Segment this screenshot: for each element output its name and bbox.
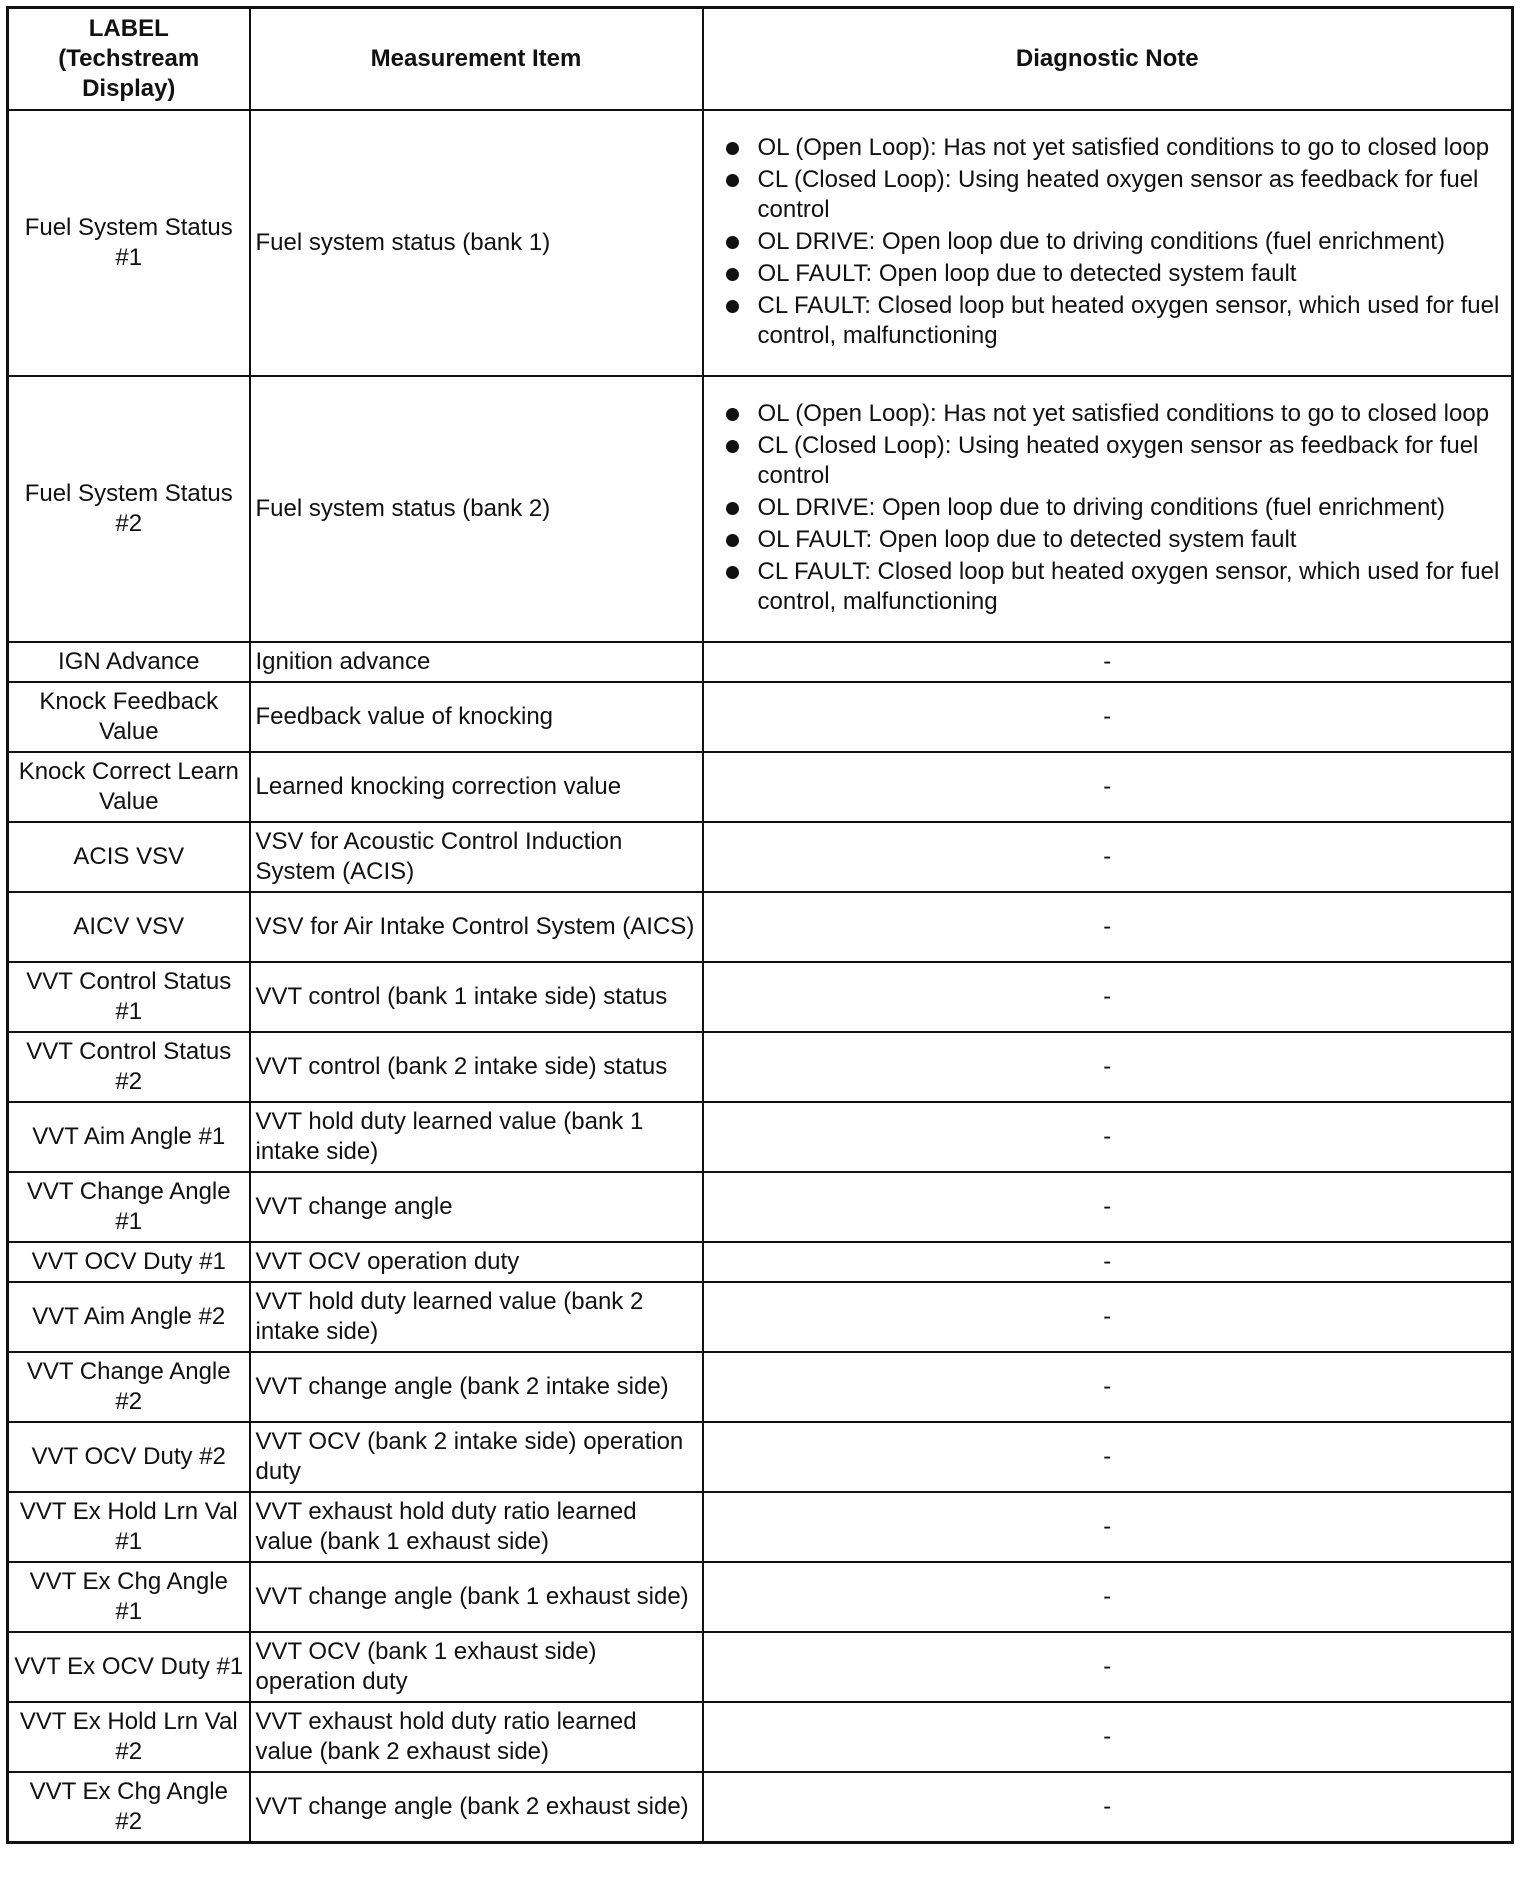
row-label: VVT OCV Duty #2: [8, 1422, 250, 1492]
row-diagnostic-note: [703, 110, 1513, 376]
table-row: [8, 1562, 1513, 1632]
table-row: [8, 376, 1513, 642]
bullet-icon: [726, 236, 739, 249]
row-measurement-item: VVT change angle (bank 2 exhaust side): [250, 1772, 703, 1843]
row-diagnostic-note: -: [703, 752, 1513, 822]
row-label: VVT Ex Hold Lrn Val #2: [8, 1702, 250, 1772]
row-label: VVT OCV Duty #1: [8, 1242, 250, 1282]
bullet-icon: [726, 300, 739, 313]
row-diagnostic-note: -: [703, 1632, 1513, 1702]
row-measurement-item: VVT control (bank 2 intake side) status: [250, 1032, 703, 1102]
note-text: OL FAULT: Open loop due to detected system fault: [757, 526, 1297, 553]
table-row: [8, 962, 1513, 1032]
note-bullet-list: [724, 133, 1506, 351]
note-text: CL FAULT: Closed loop but heated oxygen sensor, which used for fuel control, malfunctioning: [757, 558, 1500, 615]
row-diagnostic-note: -: [703, 1422, 1513, 1492]
row-measurement-item: VVT exhaust hold duty ratio learned value (bank 2 exhaust side): [250, 1702, 703, 1772]
bullet-icon: [726, 566, 739, 579]
table-row: [8, 1422, 1513, 1492]
row-diagnostic-note: [703, 376, 1513, 642]
row-diagnostic-note: -: [703, 962, 1513, 1032]
row-diagnostic-note: -: [703, 1562, 1513, 1632]
row-measurement-item: VVT change angle: [250, 1172, 703, 1242]
row-measurement-item: VSV for Acoustic Control Induction System (ACIS): [250, 822, 703, 892]
bullet-icon: [726, 440, 739, 453]
table-row: [8, 1632, 1513, 1702]
table-row: [8, 1702, 1513, 1772]
bullet-icon: [726, 534, 739, 547]
note-bullet-item: [724, 399, 1506, 429]
bullet-icon: [726, 142, 739, 155]
row-measurement-item: Fuel system status (bank 2): [250, 376, 703, 642]
row-label: IGN Advance: [8, 642, 250, 682]
table-row: [8, 1492, 1513, 1562]
bullet-icon: [726, 174, 739, 187]
row-diagnostic-note: -: [703, 1352, 1513, 1422]
row-measurement-item: VVT OCV (bank 2 intake side) operation duty: [250, 1422, 703, 1492]
row-measurement-item: Feedback value of knocking: [250, 682, 703, 752]
note-text: OL DRIVE: Open loop due to driving conditions (fuel enrichment): [757, 228, 1445, 255]
header-diagnostic-note: Diagnostic Note: [703, 8, 1513, 111]
row-diagnostic-note: -: [703, 1032, 1513, 1102]
header-label-line: LABEL: [88, 15, 169, 42]
row-measurement-item: Fuel system status (bank 1): [250, 110, 703, 376]
table-row: [8, 1352, 1513, 1422]
row-measurement-item: VVT change angle (bank 1 exhaust side): [250, 1562, 703, 1632]
table-row: [8, 1282, 1513, 1352]
note-bullet-item: [724, 493, 1506, 523]
row-diagnostic-note: -: [703, 1772, 1513, 1843]
header-measurement-item: Measurement Item: [250, 8, 703, 111]
row-diagnostic-note: -: [703, 682, 1513, 752]
row-label: VVT Control Status #1: [8, 962, 250, 1032]
data-list-table-container: [6, 6, 1514, 1844]
note-bullet-list: [724, 399, 1506, 617]
note-text: OL (Open Loop): Has not yet satisfied conditions to go to closed loop: [757, 400, 1490, 427]
note-text: OL DRIVE: Open loop due to driving conditions (fuel enrichment): [757, 494, 1445, 521]
bullet-icon: [726, 268, 739, 281]
row-diagnostic-note: -: [703, 1242, 1513, 1282]
row-diagnostic-note: -: [703, 1102, 1513, 1172]
bullet-icon: [726, 408, 739, 421]
table-row: [8, 642, 1513, 682]
row-label: Knock Correct Learn Value: [8, 752, 250, 822]
header-label-line: (Techstream: [58, 45, 200, 72]
row-label: VVT Aim Angle #1: [8, 1102, 250, 1172]
header-label: [8, 8, 250, 111]
row-label: VVT Aim Angle #2: [8, 1282, 250, 1352]
row-measurement-item: VVT change angle (bank 2 intake side): [250, 1352, 703, 1422]
row-measurement-item: VVT OCV operation duty: [250, 1242, 703, 1282]
note-text: OL (Open Loop): Has not yet satisfied conditions to go to closed loop: [757, 134, 1490, 161]
note-bullet-item: [724, 291, 1506, 351]
data-list-table: [6, 6, 1514, 1844]
row-label: VVT Ex Chg Angle #2: [8, 1772, 250, 1843]
bullet-icon: [726, 502, 739, 515]
table-row: [8, 892, 1513, 962]
header-label-line: Display): [82, 75, 176, 102]
table-row: [8, 1032, 1513, 1102]
table-row: [8, 1242, 1513, 1282]
row-diagnostic-note: -: [703, 822, 1513, 892]
row-diagnostic-note: -: [703, 892, 1513, 962]
row-measurement-item: Learned knocking correction value: [250, 752, 703, 822]
row-label: VVT Ex Hold Lrn Val #1: [8, 1492, 250, 1562]
note-text: CL (Closed Loop): Using heated oxygen sensor as feedback for fuel control: [757, 432, 1479, 489]
row-measurement-item: Ignition advance: [250, 642, 703, 682]
row-label: VVT Change Angle #2: [8, 1352, 250, 1422]
note-bullet-item: [724, 259, 1506, 289]
row-label: Knock Feedback Value: [8, 682, 250, 752]
row-diagnostic-note: -: [703, 1492, 1513, 1562]
note-bullet-item: [724, 227, 1506, 257]
row-diagnostic-note: -: [703, 1172, 1513, 1242]
row-measurement-item: VVT control (bank 1 intake side) status: [250, 962, 703, 1032]
note-text: CL FAULT: Closed loop but heated oxygen sensor, which used for fuel control, malfunctioning: [757, 292, 1500, 349]
note-bullet-item: [724, 557, 1506, 617]
note-bullet-item: [724, 165, 1506, 225]
note-bullet-item: [724, 525, 1506, 555]
row-diagnostic-note: -: [703, 1702, 1513, 1772]
row-measurement-item: VVT OCV (bank 1 exhaust side) operation duty: [250, 1632, 703, 1702]
row-measurement-item: VVT exhaust hold duty ratio learned value (bank 1 exhaust side): [250, 1492, 703, 1562]
table-row: [8, 752, 1513, 822]
row-label: Fuel System Status #1: [8, 110, 250, 376]
note-text: CL (Closed Loop): Using heated oxygen sensor as feedback for fuel control: [757, 166, 1479, 223]
row-label: ACIS VSV: [8, 822, 250, 892]
row-label: AICV VSV: [8, 892, 250, 962]
note-bullet-item: [724, 133, 1506, 163]
table-row: [8, 1772, 1513, 1843]
row-measurement-item: VSV for Air Intake Control System (AICS): [250, 892, 703, 962]
row-label: VVT Ex OCV Duty #1: [8, 1632, 250, 1702]
note-text: OL FAULT: Open loop due to detected system fault: [757, 260, 1297, 287]
row-label: VVT Change Angle #1: [8, 1172, 250, 1242]
row-measurement-item: VVT hold duty learned value (bank 2 intake side): [250, 1282, 703, 1352]
table-row: [8, 1102, 1513, 1172]
table-row: [8, 822, 1513, 892]
row-label: Fuel System Status #2: [8, 376, 250, 642]
note-bullet-item: [724, 431, 1506, 491]
table-row: [8, 110, 1513, 376]
row-diagnostic-note: -: [703, 1282, 1513, 1352]
row-measurement-item: VVT hold duty learned value (bank 1 intake side): [250, 1102, 703, 1172]
table-row: [8, 682, 1513, 752]
row-diagnostic-note: -: [703, 642, 1513, 682]
table-header-row: [8, 8, 1513, 111]
table-row: [8, 1172, 1513, 1242]
row-label: VVT Control Status #2: [8, 1032, 250, 1102]
row-label: VVT Ex Chg Angle #1: [8, 1562, 250, 1632]
